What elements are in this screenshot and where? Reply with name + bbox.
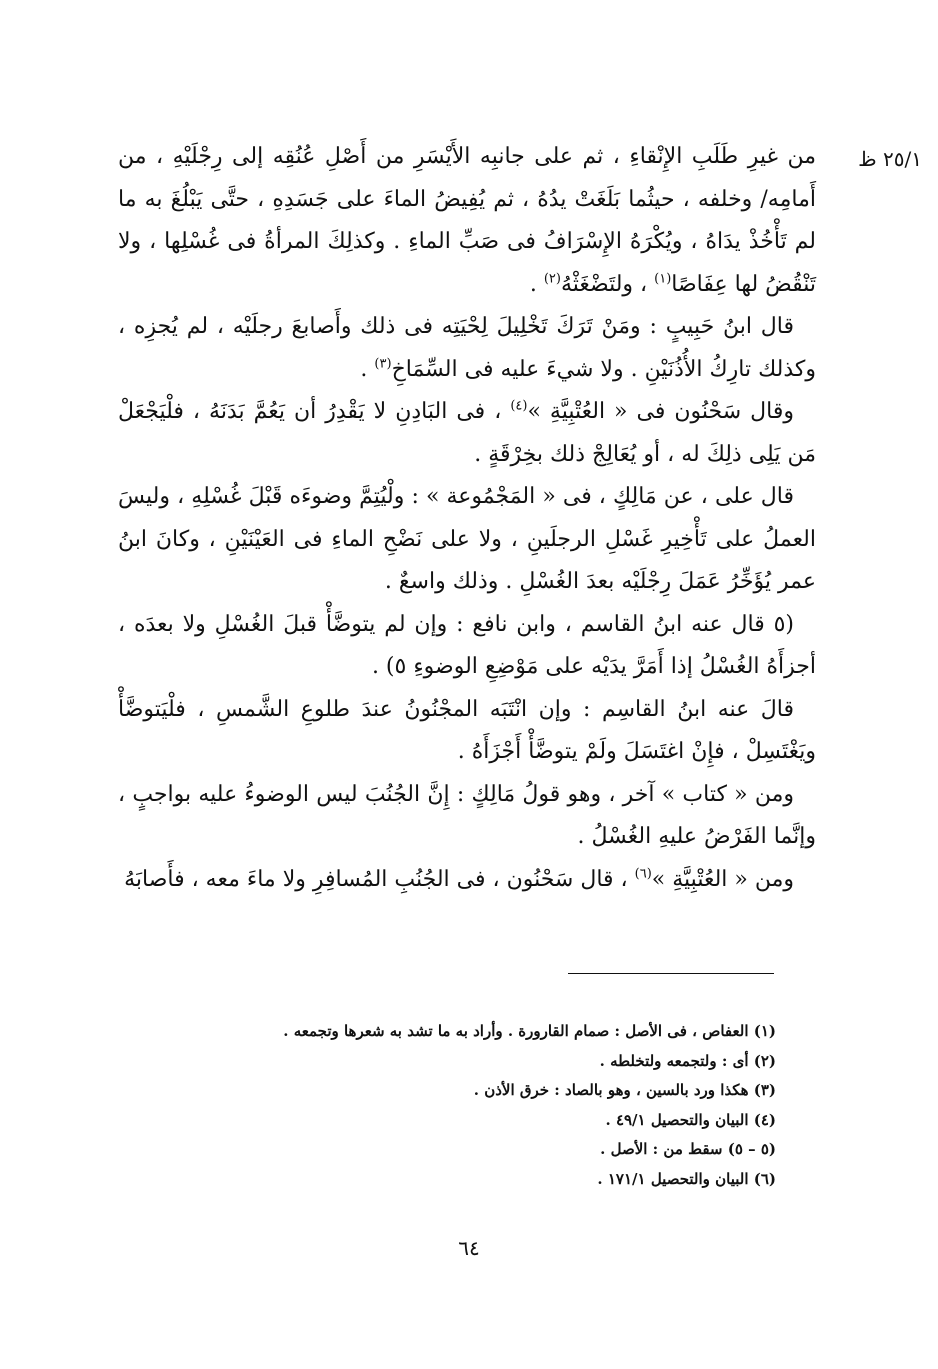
paragraph — [118, 774, 816, 859]
text-segment: قال على ، عن مَالِكٍ ، فى « المَجْمُوعة » : ولْيُتِمَّ وضوءَه قَبْلَ غُسْلِهِ ، وليسَ العملُ على تَأْخِيرِ غَسْلِ الرجلَينِ ، ولا على نَضْحِ الماءِ فى العَيْنَيْنِ ، وكانَ ابنُ عمر يُؤَخِّرُ عَمَلَ رِجْلَيْه بعدَ الغُسْلِ . وذلك واسعٌ . — [118, 484, 816, 594]
text-segment: قالَ عنه ابنُ القاسِم : وإن انْتَبَه المجْنُونُ عندَ طلوعِ الشَّمسِ ، فلْيَتوضَّأْ ويَغْتَسِلْ ، فإِنْ اغتَسَلَ ولَمْ يتوضَّأْ أَجْزَأَهُ . — [118, 696, 816, 764]
footnote-separator — [568, 973, 774, 974]
page-number: ٦٤ — [458, 1236, 480, 1260]
text-segment: ، فى البَادِنِ لا يَقْدِرُ أن يَعُمَّ بَدَنَهُ ، فلْيَجْعَلْ مَن يَلِى ذلِكَ له ، أو يُعَالِجْ ذلك بخِرْقَةٍ . — [118, 399, 816, 467]
paragraph — [118, 136, 816, 306]
footnote-reference: (٦) — [634, 866, 652, 882]
main-text-body — [118, 136, 816, 901]
footnotes — [120, 1017, 776, 1194]
footnote-1: (١) العفاص ، فى الأصل : صمام القارورة . وأراد به ما تشد به شعرها وتجمعه . — [283, 1022, 776, 1040]
footnote-2: (٢) أى : ولتجمعه ولتخلطه . — [599, 1051, 776, 1070]
paragraph — [118, 689, 816, 774]
footnote-3: (٣) هكذا ورد بالسين ، وهو بالصاد : خرق الأذن . — [473, 1081, 776, 1099]
footnote-reference: (٣) — [374, 356, 392, 372]
text-segment: قال ابنُ حَبِيبٍ : ومَنْ تَرَكَ تَخْلِيلَ لِحْيَتِه فى ذلك وأَصابعَ رجلَيْه ، لم يُجزِه ، وكذلك تارِكُ الأُذُنَيْنِ . ولا شيءَ عليه فى السِّمَاخِ — [118, 314, 816, 382]
footnote-5: (٥ – ٥) سقط من : الأصل . — [600, 1140, 776, 1158]
paragraph — [118, 859, 816, 902]
text-segment: من غيرِ طَلَبِ الإِنْقاءِ ، ثم على جانبِه الأَيْسَرِ من أَصْلِ عُنُقِه إلى رِجْلَيْهِ ، من أَمامِه/ وخلفه ، حيثُما بَلَغَتْ يدُهُ ، ثم يُفِيضُ الماءَ على جَسَدِهِ ، حتَّى يَبْلُغَ به ما لم تَأْخُذْ يدَاهُ ، ويُكْرَهُ الإِسْرَافُ فى صَبِّ الماءِ . وكذلِكَ المرأةُ فى غُسْلِها ، ولا تَنْقُضُ لها عِفَاصًا — [118, 144, 816, 297]
footnote-reference: (١) — [654, 271, 672, 287]
footnote-4: (٤) البيان والتحصيل ٤٩/١ . — [605, 1110, 776, 1129]
paragraph — [118, 391, 816, 476]
text-segment: ، ولتَضْغَثْهُ — [560, 271, 655, 297]
paragraph — [118, 604, 816, 689]
text-segment: ، قال سَحْنُون ، فى الجُنُبِ المُسافِرِ ولا ماءَ معه ، فأَصابَهُ — [124, 866, 635, 892]
text-segment: . — [360, 356, 375, 382]
paragraph — [118, 476, 816, 604]
footnote-6: (٦) البيان والتحصيل ١٧١/١ . — [597, 1169, 776, 1188]
text-segment: وقال سَحْنُون فى « العُتْبِيَّةِ » — [527, 399, 794, 424]
text-segment: (٥ قال عنه ابنُ القاسم ، وابن نافع : وإن لم يتوضَّأْ قبلَ الغُسْلِ ولا بعدَه ، أجزأَهُ الغُسْلُ إذا أَمَرَّ يدَيْه على مَوْضِعِ الوضوءِ ٥) . — [118, 611, 816, 679]
footnote-reference: (٢) — [543, 271, 561, 287]
margin-folio-note: ٢٥/١ ظ — [858, 147, 922, 171]
text-segment: ومن « العُتْبِيَّةِ » — [651, 866, 794, 892]
text-segment: . — [529, 271, 544, 297]
footnote-reference: (٤) — [510, 398, 528, 414]
paragraph — [118, 306, 816, 391]
text-segment: ومن « كتاب » آخر ، وهو قولُ مَالِكٍ : إِنَّ الجُنُبَ ليس الوضوءُ عليه بواجبٍ ، وإنَّما الفَرْضُ عليهِ الغُسْلُ . — [118, 781, 816, 849]
